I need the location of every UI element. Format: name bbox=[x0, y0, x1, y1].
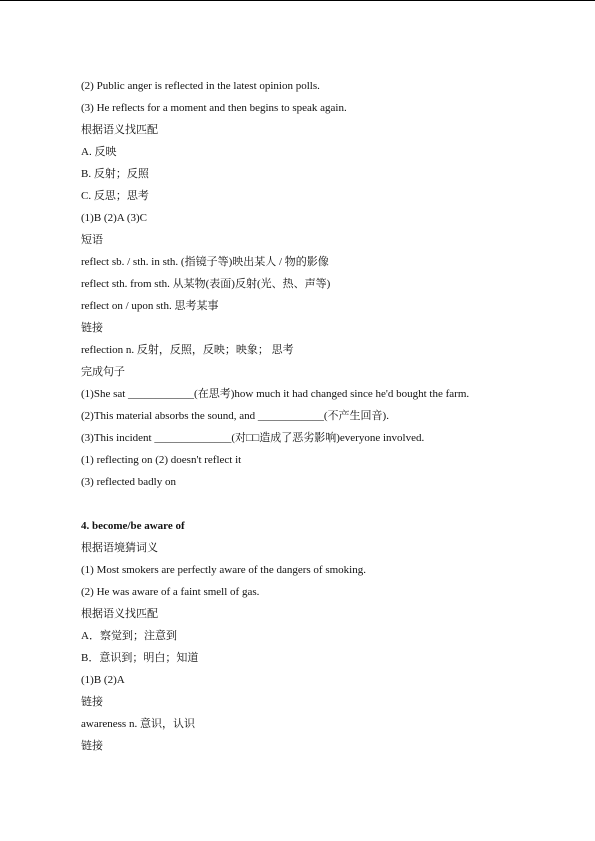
meaning-option-b: B. 反射；反照 bbox=[81, 168, 149, 180]
example-sentence-3: (3) He reflects for a moment and then begins to speak again. bbox=[81, 102, 347, 114]
link-awareness: awareness n. 意识，认识 bbox=[81, 718, 195, 730]
page-top-border bbox=[0, 0, 595, 1]
complete-sentence-3: (3)This incident ______________(对□□造成了恶劣影响)everyone involved. bbox=[81, 432, 425, 444]
aware-option-a: A．察觉到；注意到 bbox=[81, 630, 177, 642]
section-label-phrases: 短语 bbox=[81, 234, 103, 246]
aware-example-1: (1) Most smokers are perfectly aware of the dangers of smoking. bbox=[81, 564, 366, 576]
blank-line bbox=[81, 496, 561, 518]
section-label-link-3: 链接 bbox=[81, 740, 103, 752]
phrase-3: reflect on / upon sth. 思考某事 bbox=[81, 300, 219, 312]
section-label-context-guess: 根据语境猜词义 bbox=[81, 542, 158, 554]
meaning-option-a: A. 反映 bbox=[81, 146, 117, 158]
phrase-1: reflect sb. / sth. in sth. (指镜子等)映出某人 / 物的影像 bbox=[81, 256, 329, 268]
example-sentence-2: (2) Public anger is reflected in the latest opinion polls. bbox=[81, 80, 320, 92]
section-label-link: 链接 bbox=[81, 322, 103, 334]
complete-answers-1: (1) reflecting on (2) doesn't reflect it bbox=[81, 454, 242, 466]
aware-option-b: B．意识到；明白；知道 bbox=[81, 652, 199, 664]
complete-sentence-2: (2)This material absorbs the sound, and ____________(不产生回音). bbox=[81, 410, 389, 422]
complete-answers-2: (3) reflected badly on bbox=[81, 476, 176, 488]
section-label-link-2: 链接 bbox=[81, 696, 103, 708]
meaning-option-c: C. 反思；思考 bbox=[81, 190, 149, 202]
section-heading-become-aware-of: 4. become/be aware of bbox=[81, 520, 185, 532]
document-body bbox=[81, 78, 561, 760]
complete-sentence-1: (1)She sat ____________(在思考)how much it had changed since he'd bought the farm. bbox=[81, 388, 470, 400]
phrase-2: reflect sth. from sth. 从某物(表面)反射(光、热、声等) bbox=[81, 278, 331, 290]
aware-example-2: (2) He was aware of a faint smell of gas. bbox=[81, 586, 260, 598]
section-label-complete-sentences: 完成句子 bbox=[81, 366, 125, 378]
match-answers: (1)B (2)A (3)C bbox=[81, 212, 147, 224]
section-label-meaning-match: 根据语义找匹配 bbox=[81, 124, 158, 136]
link-reflection: reflection n. 反射，反照，反映；映象； 思考 bbox=[81, 344, 294, 356]
aware-match-answers: (1)B (2)A bbox=[81, 674, 125, 686]
section-label-meaning-match-2: 根据语义找匹配 bbox=[81, 608, 158, 620]
